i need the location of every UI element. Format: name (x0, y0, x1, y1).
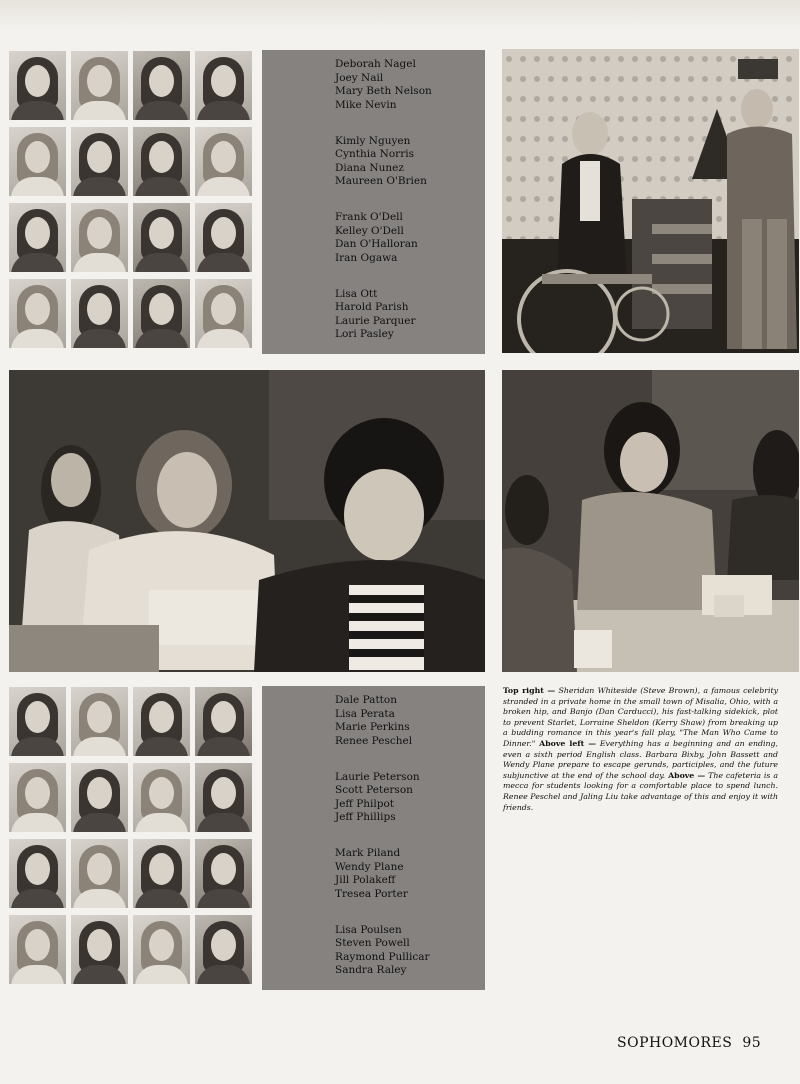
student-name: Raymond Pullicar (335, 950, 430, 963)
classroom-photo (9, 370, 485, 672)
name-group (335, 694, 412, 748)
portrait-photo (133, 51, 190, 120)
student-name: Lori Pasley (335, 328, 394, 341)
page-top-shadow (0, 0, 800, 30)
student-name: Laurie Parquer (335, 314, 416, 327)
name-group (335, 58, 432, 112)
student-name: Mike Nevin (335, 98, 397, 111)
student-name: Dan O'Halloran (335, 238, 418, 251)
student-name: Maureen O'Brien (335, 175, 427, 188)
play-photo (502, 49, 799, 353)
portrait-photo (71, 127, 128, 196)
student-name: Frank O'Dell (335, 211, 403, 223)
portrait-photo (133, 687, 190, 756)
student-name: Tresea Porter (335, 887, 408, 900)
student-name: Steven Powell (335, 937, 410, 950)
page-number: 95 (742, 1035, 762, 1051)
portrait-photo (133, 839, 190, 908)
student-name: Mark Piland (335, 847, 401, 859)
student-name: Kelley O'Dell (335, 224, 404, 237)
portrait-photo (71, 203, 128, 272)
cafeteria-photo-image (502, 370, 799, 672)
student-name: Lisa Ott (335, 287, 378, 300)
portrait-photo (195, 203, 252, 272)
portrait-photo (133, 763, 190, 832)
student-name: Harold Parish (335, 301, 409, 314)
portrait-photo (9, 915, 66, 984)
student-name: Laurie Peterson (335, 770, 420, 783)
portrait-photo (195, 51, 252, 120)
portrait-photo (195, 763, 252, 832)
student-name: Renee Peschel (335, 734, 413, 747)
portrait-photo (9, 763, 66, 832)
name-group (335, 924, 430, 978)
name-group (335, 847, 408, 901)
caption-text: The cafeteria is a mecca for students looking for a comfortable place to spend lunch. Renee Peschel and Jaling Liu take advantage of this and enjoy it with friends. (503, 770, 778, 812)
portrait-grid-bottom (9, 687, 252, 984)
portrait-photo (9, 127, 66, 196)
cafeteria-photo (502, 370, 799, 672)
portrait-photo (195, 127, 252, 196)
portrait-photo (9, 839, 66, 908)
portrait-photo (71, 687, 128, 756)
student-name: Cynthia Norris (335, 148, 414, 161)
portrait-photo (133, 203, 190, 272)
portrait-photo (71, 51, 128, 120)
caption-label: Above — (668, 770, 706, 780)
portrait-photo (195, 687, 252, 756)
portrait-photo (9, 51, 66, 120)
student-name: Scott Peterson (335, 784, 413, 797)
portrait-photo (195, 839, 252, 908)
student-name: Joey Nail (335, 71, 384, 84)
caption-label: Top right — (503, 686, 556, 695)
portrait-photo (9, 203, 66, 272)
portrait-photo (71, 763, 128, 832)
caption-text: Sheridan Whiteside (Steve Brown), a famous celebrity stranded in a private home in the small town of Misalia, Ohio, with a broken hip, and Banjo (Dan Carducci), his fast-talking sidekick, plot to prevent Starlet, Lorraine Sheldon (Kerry Shaw) from breaking up a budding romance in this year's fall play, "The Man Who Came to Dinner." (503, 686, 779, 748)
portrait-photo (9, 279, 66, 348)
caption-label: Above left — (539, 738, 597, 748)
name-group (335, 211, 418, 265)
portrait-photo (133, 915, 190, 984)
student-name: Mary Beth Nelson (335, 85, 432, 98)
student-name: Deborah Nagel (335, 58, 416, 70)
student-name: Lisa Perata (335, 707, 395, 720)
portrait-photo (71, 279, 128, 348)
portrait-photo (133, 279, 190, 348)
student-name: Diana Nunez (335, 161, 404, 174)
portrait-photo (195, 915, 252, 984)
portrait-photo (9, 687, 66, 756)
student-name: Marie Perkins (335, 721, 410, 734)
photo-caption (503, 686, 778, 813)
student-name: Jill Polakeff (335, 874, 396, 887)
play-photo-image (502, 49, 799, 353)
student-name: Sandra Raley (335, 964, 407, 977)
student-name: Iran Ogawa (335, 251, 398, 264)
section-title: SOPHOMORES (617, 1035, 733, 1051)
portrait-photo (133, 127, 190, 196)
page-footer (617, 1035, 761, 1051)
name-panel-bottom (262, 686, 485, 990)
portrait-photo (195, 279, 252, 348)
portrait-grid-top (9, 51, 252, 348)
caption-text: Everything has a beginning and an ending, even a sixth period English class. Barbara Bixby, John Bassett and Wendy Plane prepare to escape gerunds, participles, and the future subjunctive at the end of the school day. (503, 738, 778, 780)
name-group (335, 771, 420, 825)
name-group (335, 288, 416, 342)
name-panel-top (262, 50, 485, 354)
student-name: Wendy Plane (335, 860, 404, 873)
classroom-photo-image (9, 370, 485, 672)
name-group (335, 135, 427, 189)
student-name: Kimly Nguyen (335, 134, 411, 147)
portrait-photo (71, 839, 128, 908)
student-name: Dale Patton (335, 694, 397, 706)
student-name: Jeff Phillips (335, 811, 396, 824)
student-name: Lisa Poulsen (335, 923, 402, 936)
student-name: Jeff Philpot (335, 797, 395, 810)
portrait-photo (71, 915, 128, 984)
